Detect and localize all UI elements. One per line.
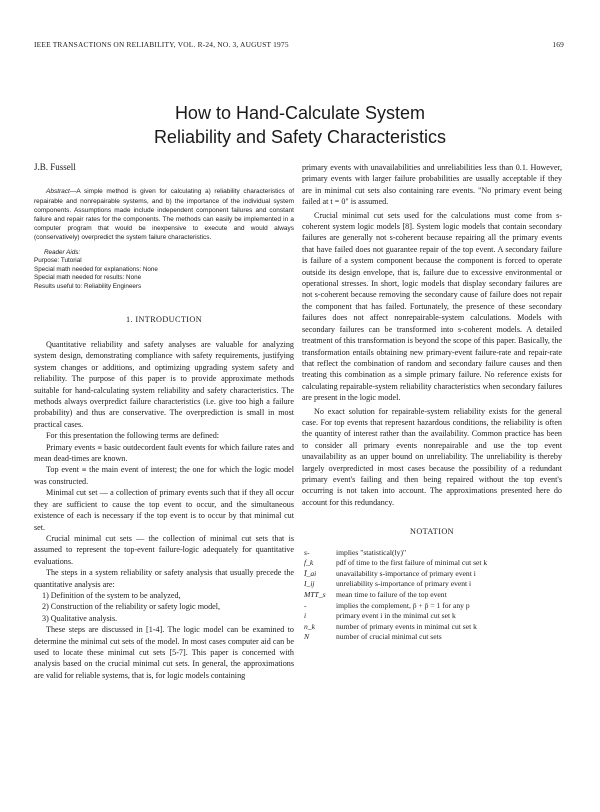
intro-paragraph: These steps are discussed in [1-4]. The logic model can be examined to determine the minimal cut sets of the model. In most cases computer aid can be used to locate these minimal cut sets [5-7]. This paper is concerned with analysis based on the crucial minimal cut sets. In general, the approximations are valid for reliable systems, that is, for logic models containing xyxy=(34,625,294,680)
notation-symbol: f_k xyxy=(304,558,314,568)
reader-aid-item: Special math needed for results: None xyxy=(34,274,142,282)
notation-row xyxy=(302,622,562,633)
right-column xyxy=(302,162,562,643)
journal-citation: IEEE TRANSACTIONS ON RELIABILITY, VOL. R-24, NO. 3, AUGUST 1975 xyxy=(34,40,289,49)
body-paragraph: No exact solution for repairable-system reliability exists for the general case. For top events that represent hazardous conditions, the reliability is often the quantity of interest rather than the availability. Common practice has been to consider all primary events nonrepairable and use the top event unavailability as an upper bound on unreliability. The unreliability is thereby largely overpredicted in most cases because the possibility of a redundant primary event's failing and then being repaired without the top event's occurring is not taken into account. The approximations presented here do account for this redundancy. xyxy=(302,406,562,507)
notation-definition: unreliability s-importance of primary event i xyxy=(336,579,472,589)
left-column xyxy=(34,162,294,681)
notation-definition: number of primary events in minimal cut set k xyxy=(336,621,477,631)
notation-row xyxy=(302,569,562,580)
definition-crucial-cut-sets: Crucial minimal cut sets — the collection of minimal cut sets that is assumed to represent the top-event failure-logic adequately for quantitative evaluations. xyxy=(34,533,294,566)
notation-definition: primary event i in the minimal cut set k xyxy=(336,611,456,621)
abstract-text: —A simple method is given for calculating a) reliability characteristics of repairable and nonrepairable systems, and b) the importance of the individual system components. Assumptions made include independent component failures and constant failure and repair rates for the components. The methods can easily be implemented in a computer program that would be inexpensive to execute and would always (conservatively) overpredict the system failure characteristics. xyxy=(34,188,294,242)
notation-row xyxy=(302,632,562,643)
notation-table xyxy=(302,548,562,643)
reader-aids-heading: Reader Aids: xyxy=(44,248,81,256)
notation-definition: implies the complement, p̄ + p̄ = 1 for any p xyxy=(336,600,470,610)
notation-symbol: Ī_ai xyxy=(304,568,317,578)
section-heading-notation: NOTATION xyxy=(410,527,454,537)
notation-symbol: s- xyxy=(304,547,310,557)
definition-primary-events: Primary events ≡ basic outdecordent fault events for which failure rates and mean dead-times are known. xyxy=(34,442,294,464)
notation-row xyxy=(302,548,562,559)
notation-definition: number of crucial minimal cut sets xyxy=(336,632,442,642)
abstract-label: Abstract xyxy=(46,188,70,196)
intro-paragraph: The steps in a system reliability or safety analysis that usually precede the quantitative analysis are: xyxy=(34,568,294,589)
reader-aid-item: Purpose: Tutorial xyxy=(34,257,82,265)
notation-row xyxy=(302,611,562,622)
notation-definition: mean time to failure of the top event xyxy=(336,589,447,599)
abstract xyxy=(34,187,294,242)
notation-row xyxy=(302,558,562,569)
author-name: J.B. Fussell xyxy=(34,162,76,172)
notation-symbol: - xyxy=(304,600,307,610)
definition-minimal-cut-set: Minimal cut set — a collection of primary events such that if they all occur they are sufficient to cause the top event to occur, and the simultaneous existence of each is necessary if the top event is to occur by that minimal cut set. xyxy=(34,488,294,532)
notation-symbol: i xyxy=(304,611,307,621)
step-item: 2) Construction of the reliability or safety logic model, xyxy=(42,602,221,612)
notation-symbol: MTT_s xyxy=(304,589,326,599)
notation-row xyxy=(302,579,562,590)
notation-row xyxy=(302,590,562,601)
notation-row xyxy=(302,601,562,612)
reader-aid-item: Results useful to: Reliability Engineers xyxy=(34,283,142,290)
body-paragraph: Crucial minimal cut sets used for the calculations must come from s-coherent system logic models [8]. System logic models that contain secondary failures are generally not s-coherent because repairing all the primary events that have failed does not guarantee repair of the top event. A secondary failure is failure of a system component because the component is forced to operate outside its design envelope, that is, failure due to excessive environmental or operational stresses. In short, logic models that display secondary failures are not s-coherent because removing the secondary cause of failure does not repair the component that has failed. Fortunately, the presence of these secondary failures does not affect nonrepairable-system calculations. Models with secondary failures can be transformed into s-coherent models. A detailed treatment of this transformation is beyond the scope of this paper. Basically, the transformation entails obtaining new primary-event failure-rate and repair-rate that reflect the combination of random and secondary failure causes and then treating this combination as a simple primary failure. No reference exists for calculating repairable-system reliability characteristics when secondary failures are present in the logic model. xyxy=(302,210,562,403)
intro-paragraph: For this presentation the following terms are defined: xyxy=(46,431,220,441)
paper-title-line-1: How to Hand-Calculate System xyxy=(174,103,426,123)
section-heading-introduction: 1. INTRODUCTION xyxy=(125,314,203,324)
notation-symbol: N xyxy=(304,632,310,642)
intro-paragraph: Quantitative reliability and safety analyses are valuable for analyzing system design, demonstrating compliance with safety requirements, justifying system changes or additions, and optimizing upgrading system safety and reliability. The purpose of this paper is to provide approximate methods suitable for hand-calculating system reliability and safety characteristics. The methods always overpredict failure characteristics (i.e. give too high a failure probability) and thus are conservative. The overprediction is small in most practical cases. xyxy=(34,340,294,429)
paper-title-line-2: Reliability and Safety Characteristics xyxy=(153,127,447,147)
notation-definition: pdf of time to the first failure of minimal cut set k xyxy=(336,558,488,568)
reader-aid-item: Special math needed for explanations: None xyxy=(34,265,158,273)
step-item: 1) Definition of the system to be analyzed, xyxy=(42,590,181,600)
running-header xyxy=(34,40,564,49)
definition-top-event: Top event ≡ the main event of interest; the one for which the logic model was constructed. xyxy=(34,465,294,486)
notation-definition: implies "statistical(ly)" xyxy=(336,547,407,557)
notation-definition: unavailability s-importance of primary event i xyxy=(336,568,476,578)
notation-symbol: n_k xyxy=(304,621,315,631)
step-item: 3) Qualitative analysis. xyxy=(42,613,118,623)
notation-symbol: I_ij xyxy=(304,579,315,589)
body-paragraph: primary events with unavailabilities and unreliabilities less than 0.1. However, primary events with larger failure probabilities are usually acceptable if they are in minimal cut sets also containing rare events. "No primary event being failed at t = 0" is assumed. xyxy=(302,163,562,207)
reader-aids xyxy=(34,249,294,292)
page-number: 169 xyxy=(552,40,564,49)
